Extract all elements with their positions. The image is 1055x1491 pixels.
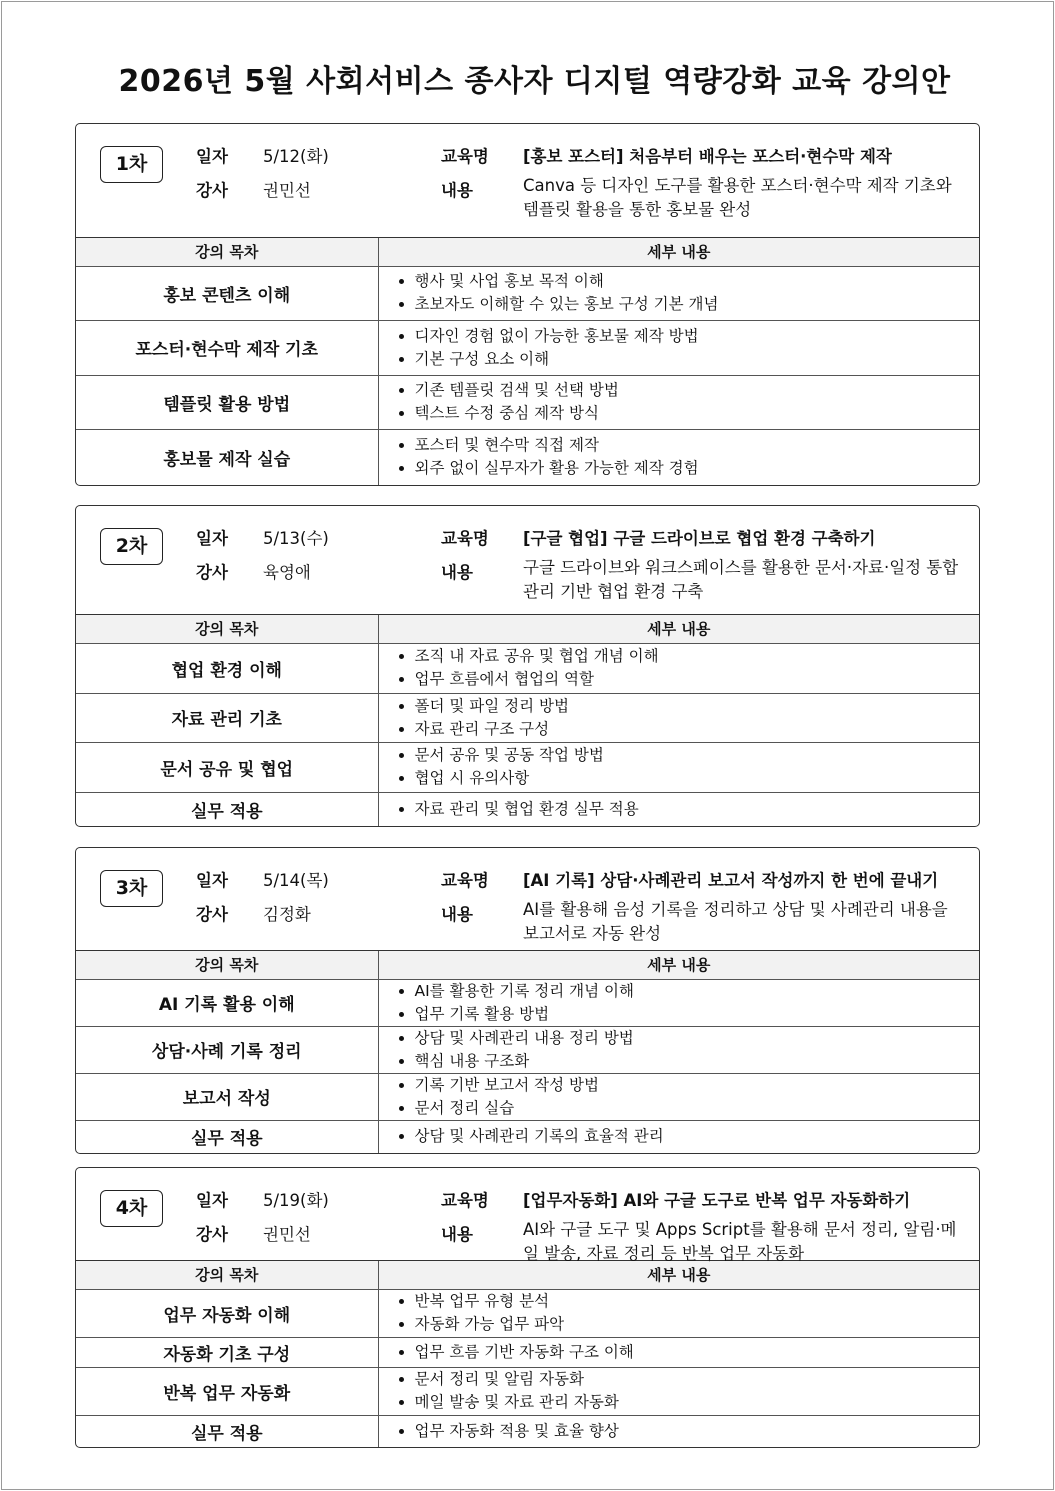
detail-item: • AI를 활용한 기록 정리 개념 이해 [415,980,980,1003]
detail-item: • 업무 흐름 기반 자동화 구조 이해 [415,1341,980,1364]
detail-item: • 업무 자동화 적용 및 효율 향상 [415,1420,980,1443]
course-label: 교육명 [441,871,489,890]
detail-item: • 메일 발송 및 자료 관리 자동화 [415,1391,980,1414]
table-row [76,1289,979,1337]
details-header: 세부 내용 [378,615,979,643]
details-list [415,744,980,790]
session-instructor: 육영애 [263,563,311,582]
date-label: 일자 [196,147,228,166]
toc-topic: 실무 적용 [76,1120,378,1153]
course-label: 교육명 [441,529,489,548]
session-instructor: 김정화 [263,905,311,924]
detail-item: • 기록 기반 보고서 작성 방법 [415,1074,980,1097]
details-list [415,1290,980,1336]
session-header [76,1168,979,1261]
detail-item: • 조직 내 자료 공유 및 협업 개념 이해 [415,645,980,668]
toc-topic: 홍보물 제작 실습 [76,429,378,485]
detail-item: • 디자인 경험 없이 가능한 홍보물 제작 방법 [415,325,980,348]
course-content: AI를 활용해 음성 기록을 정리하고 상담 및 사례관리 내용을 보고서로 자동 완성 [523,900,948,943]
details-list [415,379,980,425]
toc-header: 강의 목차 [76,1261,378,1289]
detail-item: • 문서 정리 및 알림 자동화 [415,1368,980,1391]
table-row [76,792,979,826]
course-title: [AI 기록] 상담·사례관리 보고서 작성까지 한 번에 끝내기 [523,871,939,890]
curriculum-table [76,615,979,826]
detail-item: • 상담 및 사례관리 내용 정리 방법 [415,1027,980,1050]
details-list [415,325,980,371]
details-cell [378,1337,979,1367]
curriculum-table [76,238,979,485]
toc-topic: AI 기록 활용 이해 [76,979,378,1026]
table-row [76,266,979,320]
details-cell [378,1120,979,1153]
details-cell [378,693,979,742]
table-row [76,1026,979,1073]
table-header-row [76,615,979,643]
session-badge: 2차 [100,528,163,565]
table-row [76,1367,979,1415]
toc-topic: 실무 적용 [76,1415,378,1447]
details-list [415,980,980,1026]
toc-header: 강의 목차 [76,238,378,266]
date-label: 일자 [196,529,228,548]
detail-item: • 행사 및 사업 홍보 목적 이해 [415,270,980,293]
table-row [76,1337,979,1367]
table-row [76,979,979,1026]
detail-item: • 텍스트 수정 중심 제작 방식 [415,402,980,425]
detail-item: • 핵심 내용 구조화 [415,1050,980,1073]
session-date: 5/19(화) [263,1191,329,1210]
toc-topic: 자동화 기초 구성 [76,1337,378,1367]
details-cell [378,375,979,429]
details-list [415,695,980,741]
session-2 [75,505,980,827]
detail-item: • 자료 관리 구조 구성 [415,718,980,741]
content-label: 내용 [441,905,473,924]
details-cell [378,792,979,826]
details-cell [378,429,979,485]
session-header [76,848,979,951]
toc-topic: 포스터·현수막 제작 기초 [76,320,378,375]
details-list [415,1074,980,1120]
detail-item: • 초보자도 이해할 수 있는 홍보 구성 기본 개념 [415,293,980,316]
details-cell [378,320,979,375]
table-row [76,320,979,375]
details-list [415,1125,980,1148]
details-header: 세부 내용 [378,238,979,266]
instructor-label: 강사 [196,181,228,200]
table-row [76,1073,979,1120]
session-3 [75,847,980,1154]
details-list [415,270,980,316]
document-title: 2026년 5월 사회서비스 종사자 디지털 역량강화 교육 강의안 [118,64,951,99]
details-list [415,1368,980,1414]
details-cell [378,1289,979,1337]
table-row [76,429,979,485]
toc-topic: 템플릿 활용 방법 [76,375,378,429]
table-row [76,742,979,792]
course-content: Canva 등 디자인 도구를 활용한 포스터·현수막 제작 기초와 템플릿 활용을 통한 홍보물 완성 [523,176,952,219]
detail-item: • 기존 템플릿 검색 및 선택 방법 [415,379,980,402]
session-date: 5/13(수) [263,529,329,548]
date-label: 일자 [196,871,228,890]
details-list [415,434,980,480]
toc-topic: 자료 관리 기초 [76,693,378,742]
toc-topic: 상담·사례 기록 정리 [76,1026,378,1073]
detail-item: • 포스터 및 현수막 직접 제작 [415,434,980,457]
session-badge: 4차 [100,1190,163,1227]
toc-topic: 협업 환경 이해 [76,643,378,693]
details-cell [378,643,979,693]
session-badge: 3차 [100,870,163,907]
instructor-label: 강사 [196,905,228,924]
toc-topic: 실무 적용 [76,792,378,826]
session-badge: 1차 [100,146,163,183]
detail-item: • 협업 시 유의사항 [415,767,980,790]
session-1 [75,123,980,486]
detail-item: • 반복 업무 유형 분석 [415,1290,980,1313]
toc-header: 강의 목차 [76,951,378,979]
table-header-row [76,238,979,266]
session-4 [75,1167,980,1448]
detail-item: • 업무 흐름에서 협업의 역할 [415,668,980,691]
curriculum-table [76,951,979,1153]
curriculum-table [76,1261,979,1447]
table-row [76,1120,979,1153]
detail-item: • 문서 정리 실습 [415,1097,980,1120]
table-row [76,643,979,693]
toc-topic: 보고서 작성 [76,1073,378,1120]
details-cell [378,1073,979,1120]
detail-item: • 기본 구성 요소 이해 [415,348,980,371]
details-cell [378,979,979,1026]
table-row [76,1415,979,1447]
course-title: [업무자동화] AI와 구글 도구로 반복 업무 자동화하기 [523,1191,911,1210]
table-header-row [76,951,979,979]
course-label: 교육명 [441,1191,489,1210]
session-date: 5/12(화) [263,147,329,166]
detail-item: • 폴더 및 파일 정리 방법 [415,695,980,718]
session-instructor: 권민선 [263,1225,311,1244]
course-label: 교육명 [441,147,489,166]
content-label: 내용 [441,181,473,200]
details-cell [378,742,979,792]
details-list [415,1027,980,1073]
toc-topic: 문서 공유 및 협업 [76,742,378,792]
toc-header: 강의 목차 [76,615,378,643]
details-cell [378,1026,979,1073]
details-cell [378,266,979,320]
details-list [415,798,980,821]
date-label: 일자 [196,1191,228,1210]
detail-item: • 자료 관리 및 협업 환경 실무 적용 [415,798,980,821]
detail-item: • 문서 공유 및 공동 작업 방법 [415,744,980,767]
content-label: 내용 [441,1225,473,1244]
session-date: 5/14(목) [263,871,329,890]
toc-topic: 반복 업무 자동화 [76,1367,378,1415]
session-header [76,124,979,238]
detail-item: • 업무 기록 활용 방법 [415,1003,980,1026]
session-header [76,506,979,615]
toc-topic: 홍보 콘텐츠 이해 [76,266,378,320]
details-cell [378,1367,979,1415]
details-header: 세부 내용 [378,1261,979,1289]
details-list [415,1420,980,1443]
toc-topic: 업무 자동화 이해 [76,1289,378,1337]
details-header: 세부 내용 [378,951,979,979]
details-list [415,645,980,691]
course-content: 구글 드라이브와 워크스페이스를 활용한 문서·자료·일정 통합 관리 기반 협업 환경 구축 [523,558,959,601]
table-row [76,693,979,742]
details-cell [378,1415,979,1447]
course-title: [홍보 포스터] 처음부터 배우는 포스터·현수막 제작 [523,147,892,166]
detail-item: • 외주 없이 실무자가 활용 가능한 제작 경험 [415,457,980,480]
detail-item: • 상담 및 사례관리 기록의 효율적 관리 [415,1125,980,1148]
table-row [76,375,979,429]
course-title: [구글 협업] 구글 드라이브로 협업 환경 구축하기 [523,529,876,548]
instructor-label: 강사 [196,563,228,582]
details-list [415,1341,980,1364]
instructor-label: 강사 [196,1225,228,1244]
detail-item: • 자동화 가능 업무 파악 [415,1313,980,1336]
content-label: 내용 [441,563,473,582]
session-instructor: 권민선 [263,181,311,200]
course-content: AI와 구글 도구 및 Apps Script를 활용해 문서 정리, 알림·메일 발송, 자료 정리 등 반복 업무 자동화 [523,1220,957,1263]
